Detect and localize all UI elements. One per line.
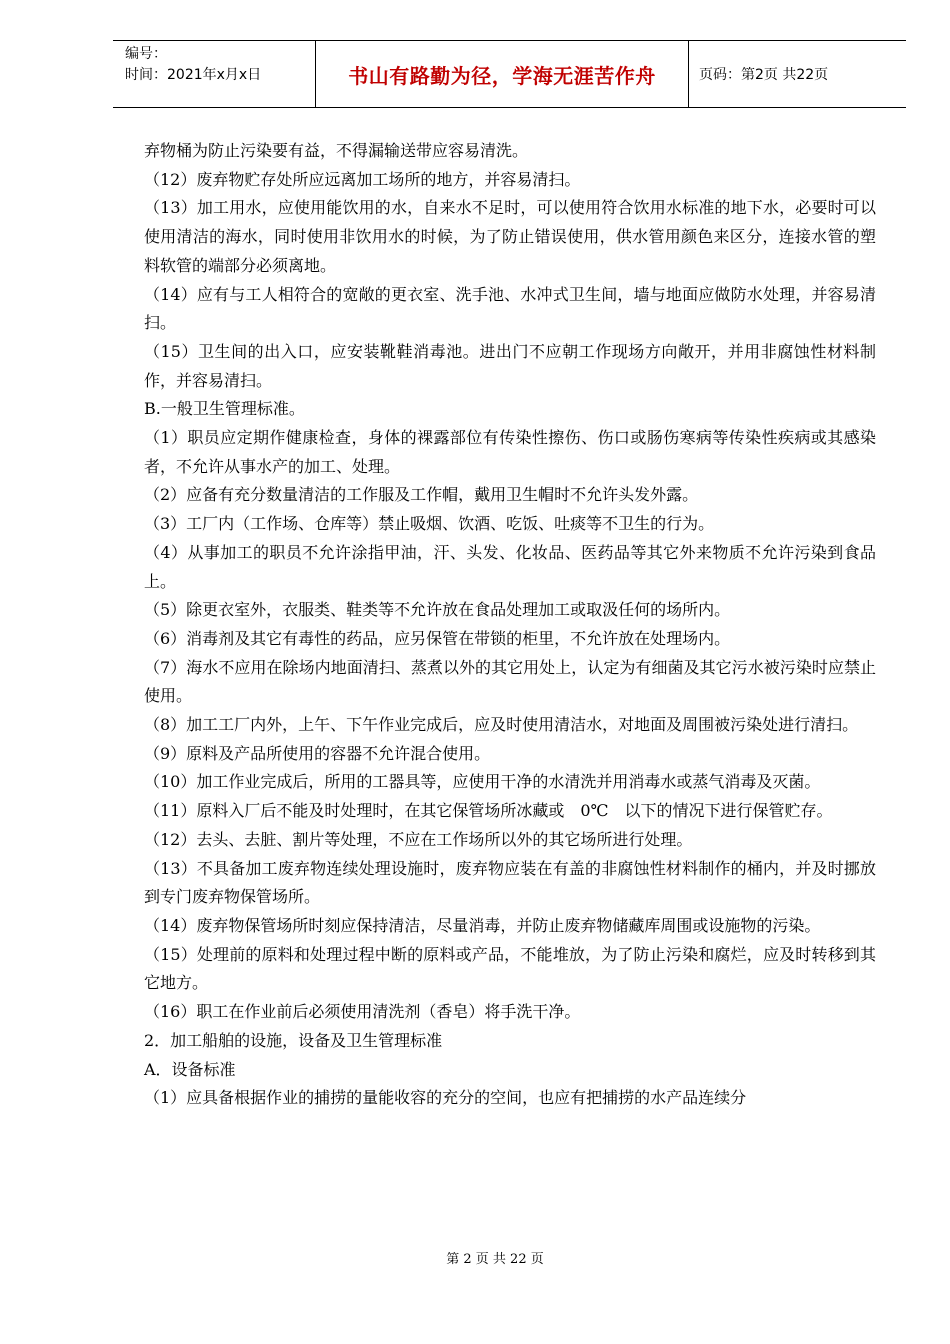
header-motto-cell <box>315 41 689 107</box>
paragraph: （13）不具备加工废弃物连续处理设施时，废弃物应装在有盖的非腐蚀性材料制作的桶内，并及时挪放到专门废弃物保管场所。 <box>144 858 876 907</box>
paragraph: （1）职员应定期作健康检查，身体的裸露部位有传染性擦伤、伤口或肠伤寒病等传染性疾病或其感染者，不允许从事水产的加工、处理。 <box>144 428 876 476</box>
paragraph: （11）原料入厂后不能及时处理时，在其它保管场所冰藏或 0℃ 以下的情况下进行保管贮存。 <box>144 801 833 821</box>
paragraph: （7）海水不应用在除场内地面清扫、蒸煮以外的其它用处上，认定为有细菌及其它污水被污染时应禁止使用。 <box>144 657 876 706</box>
paragraph: （15）卫生间的出入口，应安装靴鞋消毒池。进出门不应朝工作现场方向敞开，并用非腐蚀性材料制作，并容易清扫。 <box>144 341 876 390</box>
paragraph: （14）废弃物保管场所时刻应保持清洁，尽量消毒，并防止废弃物储藏库周围或设施物的污染。 <box>144 915 821 935</box>
page-footer <box>0 1248 950 1267</box>
paragraph: （9）原料及产品所使用的容器不允许混合使用。 <box>144 743 491 763</box>
page-header <box>113 40 906 108</box>
paragraph: （6）消毒剂及其它有毒性的药品，应另保管在带锁的柜里，不允许放在处理场内。 <box>144 628 731 648</box>
paragraph: （15）处理前的原料和处理过程中断的原料或产品，不能堆放，为了防止污染和腐烂，应及时转移到其它地方。 <box>144 944 876 993</box>
paragraph: （2）应备有充分数量清洁的工作服及工作帽，戴用卫生帽时不允许头发外露。 <box>144 485 699 505</box>
header-meta <box>113 41 315 107</box>
header-motto: 书山有路勤为径，学海无涯苦作舟 <box>348 63 656 88</box>
header-page-cell <box>689 41 906 107</box>
paragraph: （12）废弃物贮存处所应远离加工场所的地方，并容易清扫。 <box>144 169 581 189</box>
section-heading: A．设备标准 <box>144 1059 236 1079</box>
header-number-label: 编号： <box>125 46 167 62</box>
paragraph: （8）加工工厂内外，上午、下午作业完成后，应及时使用清洁水，对地面及周围被污染处进行清扫。 <box>144 715 859 735</box>
paragraph: （12）去头、去脏、割片等处理，不应在工作场所以外的其它场所进行处理。 <box>144 829 693 849</box>
header-time-label: 时间：2021年x月x日 <box>125 67 262 83</box>
paragraph: （14）应有与工人相符合的宽敞的更衣室、洗手池、水冲式卫生间，墙与地面应做防水处理，并容易清扫。 <box>144 284 876 333</box>
paragraph: （5）除更衣室外，衣服类、鞋类等不允许放在食品处理加工或取汲任何的场所内。 <box>144 600 731 620</box>
footer-page-number: 第 2 页 共 22 页 <box>446 1252 544 1267</box>
section-heading: 2．加工船舶的设施，设备及卫生管理标准 <box>144 1030 443 1050</box>
paragraph: （16）职工在作业前后必须使用清洗剂（香皂）将手洗干净。 <box>144 1002 581 1022</box>
paragraph: 弃物桶为防止污染要有益，不得漏输送带应容易清洗。 <box>144 141 529 160</box>
paragraph: （3）工厂内（工作场、仓库等）禁止吸烟、饮酒、吃饭、吐痰等不卫生的行为。 <box>144 514 715 534</box>
paragraph: （1）应具备根据作业的捕捞的量能收容的充分的空间，也应有把捕捞的水产品连续分 <box>144 1088 747 1108</box>
header-page-label: 页码：第2页 共22页 <box>699 67 829 83</box>
paragraph: （4）从事加工的职员不允许涂指甲油，汗、头发、化妆品、医药品等其它外来物质不允许污染到食品上。 <box>144 542 876 591</box>
section-heading: B.一般卫生管理标准。 <box>144 399 305 419</box>
paragraph: （10）加工作业完成后，所用的工器具等，应使用干净的水清洗并用消毒水或蒸气消毒及灭菌。 <box>144 772 821 792</box>
document-body <box>144 137 876 1113</box>
paragraph: （13）加工用水，应使用能饮用的水，自来水不足时，可以使用符合饮用水标准的地下水，必要时可以使用清洁的海水，同时使用非饮用水的时候，为了防止错误使用，供水管用颜色来区分，连接水管的塑料软管的端部分必须离地。 <box>144 198 876 275</box>
